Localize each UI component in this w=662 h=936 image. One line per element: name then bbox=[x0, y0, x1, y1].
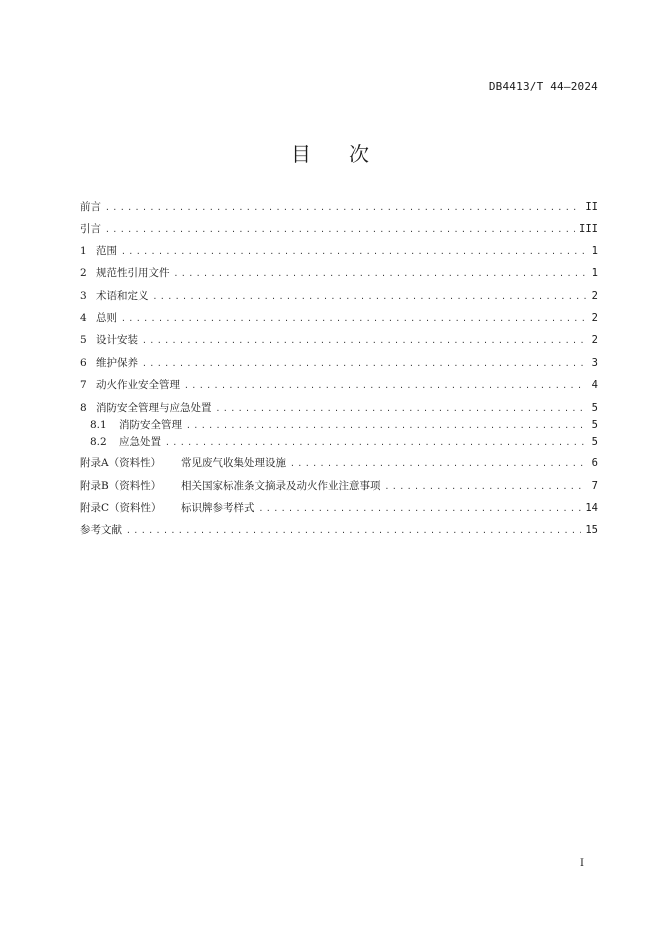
toc-entry-label: 设计安装 bbox=[96, 334, 138, 346]
toc-entry-label: 参考文献 bbox=[80, 524, 122, 536]
toc-leader-dots bbox=[142, 357, 586, 371]
toc-entry-bibliography[interactable] bbox=[80, 523, 598, 538]
toc-entry-page: 14 bbox=[585, 502, 598, 514]
toc-leader-dots bbox=[142, 334, 586, 348]
toc-entry-page: 2 bbox=[591, 290, 598, 302]
toc-leader-dots bbox=[105, 201, 581, 215]
toc-leader-dots bbox=[126, 524, 581, 538]
toc-entry-page: 5 bbox=[591, 419, 598, 431]
toc-entry-page: 2 bbox=[591, 334, 598, 346]
toc-entry-number: 8.2 bbox=[90, 436, 107, 448]
toc-entry-page: II bbox=[585, 201, 598, 213]
toc-title bbox=[0, 138, 662, 167]
toc-entry-5[interactable] bbox=[80, 333, 598, 348]
toc-entry-label: 总则 bbox=[96, 312, 117, 324]
toc-entry-6[interactable] bbox=[80, 356, 598, 371]
toc-title-char-2: 次 bbox=[349, 142, 371, 166]
toc-entry-number: 附录A（资料性） bbox=[80, 457, 162, 469]
toc-entry-1[interactable] bbox=[80, 244, 598, 259]
toc-entry-foreword[interactable] bbox=[80, 200, 598, 215]
toc-entry-number: 6 bbox=[80, 357, 87, 369]
toc-entry-label: 前言 bbox=[80, 201, 101, 213]
toc-entry-label: 应急处置 bbox=[119, 436, 161, 448]
toc-entry-label: 消防安全管理与应急处置 bbox=[96, 402, 212, 414]
toc-entry-number: 1 bbox=[80, 245, 87, 257]
toc-leader-dots bbox=[121, 312, 586, 326]
toc-leader-dots bbox=[121, 245, 586, 259]
toc-entry-label: 引言 bbox=[80, 223, 101, 235]
toc-entry-page: 1 bbox=[591, 267, 598, 279]
toc-entry-number: 8.1 bbox=[90, 419, 107, 431]
toc-leader-dots bbox=[385, 480, 587, 494]
toc-entry-page: 7 bbox=[591, 480, 598, 492]
toc-entry-number: 5 bbox=[80, 334, 87, 346]
toc-entry-number: 附录C（资料性） bbox=[80, 502, 162, 514]
toc-entry-page: 1 bbox=[591, 245, 598, 257]
toc-entry-3[interactable] bbox=[80, 289, 598, 304]
toc-entry-appendix-b[interactable] bbox=[80, 479, 598, 494]
toc-entry-number: 附录B（资料性） bbox=[80, 480, 162, 492]
toc-entry-number: 2 bbox=[80, 267, 87, 279]
toc-entry-page: III bbox=[579, 223, 598, 235]
toc-entry-page: 5 bbox=[591, 402, 598, 414]
toc-entry-page: 15 bbox=[585, 524, 598, 536]
toc-entry-page: 4 bbox=[591, 379, 598, 391]
toc-entry-label: 术语和定义 bbox=[96, 290, 149, 302]
toc-entry-8-2[interactable] bbox=[90, 435, 598, 450]
toc-entry-number: 8 bbox=[80, 402, 87, 414]
toc-entry-label: 相关国家标准条文摘录及动火作业注意事项 bbox=[181, 480, 381, 492]
toc-leader-dots bbox=[290, 457, 586, 471]
toc-leader-dots bbox=[153, 290, 587, 304]
toc-entry-number: 7 bbox=[80, 379, 87, 391]
toc-entry-2[interactable] bbox=[80, 266, 598, 281]
toc-entry-page: 6 bbox=[591, 457, 598, 469]
toc-entry-label: 维护保养 bbox=[96, 357, 138, 369]
toc-entry-label: 规范性引用文件 bbox=[96, 267, 170, 279]
toc-entry-label: 消防安全管理 bbox=[119, 419, 182, 431]
page-number: I bbox=[580, 858, 584, 869]
toc-entry-appendix-c[interactable] bbox=[80, 501, 598, 516]
toc-entry-label: 常见废气收集处理设施 bbox=[181, 457, 286, 469]
toc-entry-number: 3 bbox=[80, 290, 87, 302]
toc-leader-dots bbox=[165, 436, 586, 450]
toc-title-char-1: 目 bbox=[291, 142, 313, 166]
toc-entry-introduction[interactable] bbox=[80, 222, 598, 237]
toc-entry-label: 范围 bbox=[96, 245, 117, 257]
toc-leader-dots bbox=[184, 379, 586, 393]
toc-entry-number: 4 bbox=[80, 312, 87, 324]
document-code: DB4413/T 44—2024 bbox=[488, 80, 598, 93]
toc-entry-label: 动火作业安全管理 bbox=[96, 379, 180, 391]
toc-entry-8[interactable] bbox=[80, 401, 598, 416]
toc-entry-4[interactable] bbox=[80, 311, 598, 326]
toc-entry-page: 2 bbox=[591, 312, 598, 324]
toc-leader-dots bbox=[105, 223, 575, 237]
toc-entry-page: 5 bbox=[591, 436, 598, 448]
toc-entry-label: 标识牌参考样式 bbox=[181, 502, 255, 514]
toc-entry-7[interactable] bbox=[80, 378, 598, 393]
toc-leader-dots bbox=[186, 419, 586, 433]
toc-leader-dots bbox=[174, 267, 587, 281]
toc-leader-dots bbox=[216, 402, 587, 416]
toc-entry-8-1[interactable] bbox=[90, 418, 598, 433]
toc-entry-appendix-a[interactable] bbox=[80, 456, 598, 471]
toc-entry-page: 3 bbox=[591, 357, 598, 369]
toc-leader-dots bbox=[259, 502, 582, 516]
